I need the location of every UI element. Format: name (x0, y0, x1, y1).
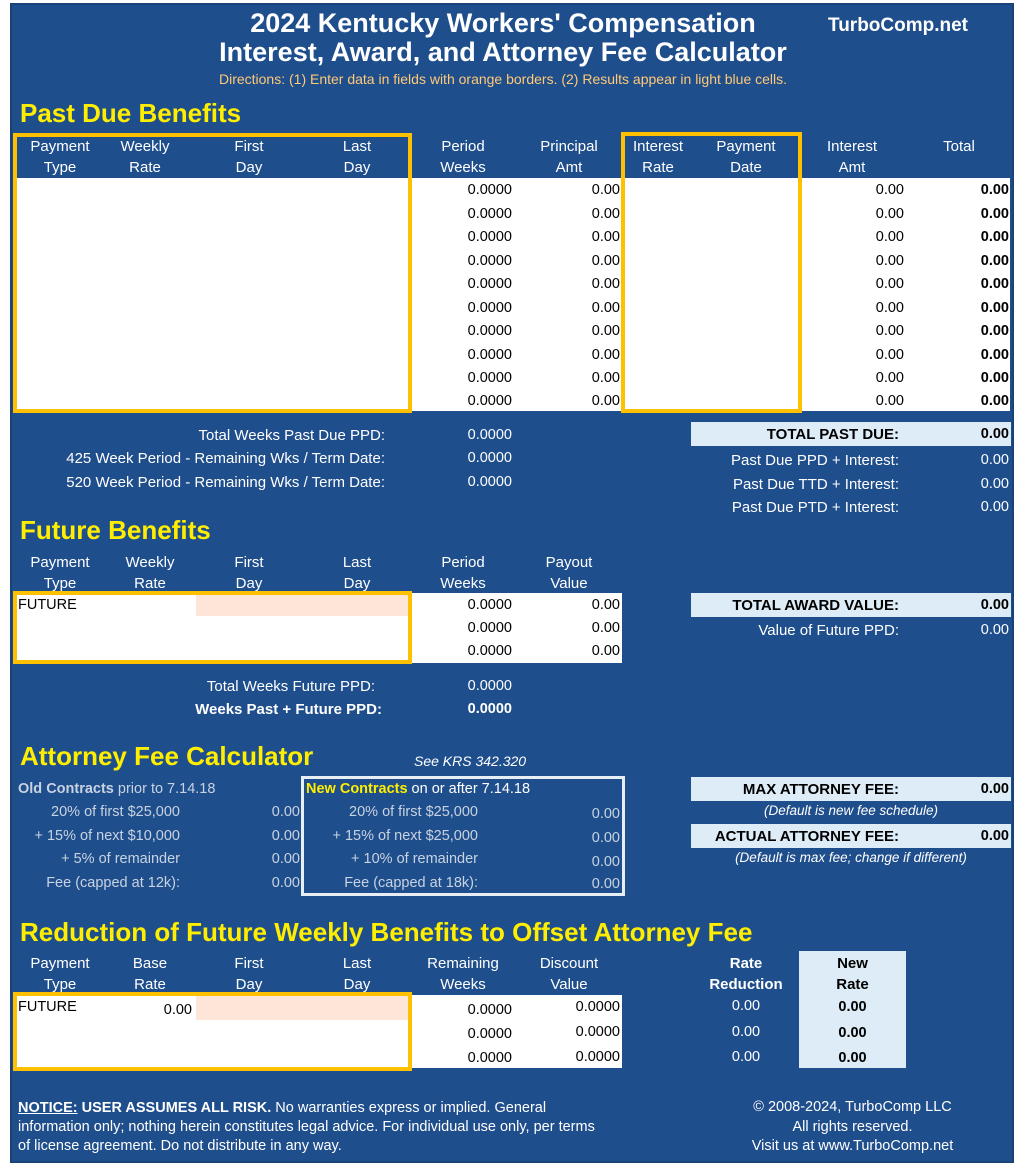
interest-amt-cell: 0.00 (875, 276, 904, 292)
breakdown-value: 0.00 (980, 452, 1009, 468)
column-header (95, 953, 205, 995)
title-line-2: Interest, Award, and Attorney Fee Calculator (219, 37, 787, 67)
total-award-value: 0.00 (980, 597, 1009, 613)
total-award-label: TOTAL AWARD VALUE: (732, 597, 899, 614)
old-fee-label: 20% of first $25,000 (51, 804, 180, 820)
notice-line-1: NOTICE: USER ASSUMES ALL RISK. No warranties express or implied. General (18, 1100, 547, 1116)
new-fee-value: 0.00 (591, 806, 620, 822)
column-header-line-2: Rate (134, 575, 166, 592)
column-header-line-2: Day (343, 575, 371, 592)
period-weeks-cell: 0.0000 (467, 206, 512, 222)
period-weeks-cell: 0.0000 (467, 253, 512, 269)
future-weeks-cell: 0.0000 (467, 643, 512, 659)
column-header (408, 953, 518, 995)
brand-name: TurboComp.net (828, 15, 969, 36)
total-weeks-future-value: 0.0000 (467, 678, 512, 694)
old-fee-label: Fee (capped at 12k): (46, 875, 180, 891)
total-cell: 0.00 (980, 347, 1009, 363)
interest-amt-cell: 0.00 (875, 347, 904, 363)
reduction-input-area[interactable] (13, 992, 412, 1071)
title-line-1: 2024 Kentucky Workers' Compensation (250, 8, 756, 38)
interest-amt-cell: 0.00 (875, 229, 904, 245)
principal-amt-cell: 0.00 (591, 182, 620, 198)
rate-reduction-cell: 0.00 (731, 1049, 761, 1065)
column-header-line-2: Type (43, 976, 77, 993)
new-fee-value: 0.00 (591, 854, 620, 870)
summary-value: 0.0000 (467, 427, 512, 443)
total-past-due-label: TOTAL PAST DUE: (766, 426, 899, 443)
rate-reduction-cell: 0.00 (731, 1024, 761, 1040)
new-fee-label: + 10% of remainder (351, 851, 478, 867)
column-header-line-2: Rate (134, 976, 166, 993)
column-header-line-1: Payment (716, 138, 776, 155)
principal-amt-cell: 0.00 (591, 300, 620, 316)
column-header-line-2: Amt (838, 159, 866, 176)
column-header-line-2: Amt (555, 159, 583, 176)
column-header-line-2: Date (730, 159, 762, 176)
period-weeks-cell: 0.0000 (467, 347, 512, 363)
payout-value-cell: 0.00 (591, 643, 620, 659)
breakdown-value: 0.00 (980, 476, 1009, 492)
total-cell: 0.00 (980, 300, 1009, 316)
interest-amt-cell: 0.00 (875, 300, 904, 316)
column-header-line-1: Payment (30, 138, 90, 155)
notice-line-2: information only; nothing herein constitutes legal advice. For individual use only, per terms (18, 1119, 595, 1135)
summary-label: 425 Week Period - Remaining Wks / Term Date: (66, 450, 385, 467)
principal-amt-cell: 0.00 (591, 276, 620, 292)
interest-amt-cell: 0.00 (875, 323, 904, 339)
max-fee-value: 0.00 (980, 781, 1009, 797)
discount-value-cell: 0.0000 (575, 1049, 620, 1065)
breakdown-label: Past Due TTD + Interest: (732, 476, 899, 493)
column-header-line-1: Period (441, 138, 485, 155)
old-fee-label: + 15% of next $10,000 (34, 828, 180, 844)
new-fee-label: Fee (capped at 18k): (344, 875, 478, 891)
period-weeks-cell: 0.0000 (467, 323, 512, 339)
column-header-line-2: Type (43, 575, 77, 592)
total-cell: 0.00 (980, 276, 1009, 292)
column-header-line-2: Weeks (440, 159, 486, 176)
remaining-weeks-cell: 0.0000 (467, 1026, 512, 1042)
new-rate-cell: 0.00 (838, 1050, 867, 1066)
column-header-line-1: First (234, 955, 264, 972)
column-header-line-2: Weeks (440, 976, 486, 993)
old-fee-value: 0.00 (271, 828, 300, 844)
old-contracts-title: Old Contracts prior to 7.14.18 (18, 781, 216, 797)
column-header-line-2: Value (550, 976, 588, 993)
column-header-line-1: Discount (539, 955, 599, 972)
column-header (302, 552, 412, 594)
total-cell: 0.00 (980, 253, 1009, 269)
column-header-line-2: Day (343, 159, 371, 176)
new-rate-cell: 0.00 (838, 999, 867, 1015)
old-fee-value: 0.00 (271, 875, 300, 891)
period-weeks-cell: 0.0000 (467, 300, 512, 316)
column-header-line-1: First (234, 554, 264, 571)
payout-value-cell: 0.00 (591, 620, 620, 636)
future-weeks-cell: 0.0000 (467, 620, 512, 636)
principal-amt-cell: 0.00 (591, 323, 620, 339)
summary-label: 520 Week Period - Remaining Wks / Term Date: (66, 474, 385, 491)
total-cell: 0.00 (980, 229, 1009, 245)
reduction-section-title: Reduction of Future Weekly Benefits to Offset Attorney Fee (20, 917, 753, 947)
remaining-weeks-cell: 0.0000 (467, 1050, 512, 1066)
rate-reduction-header: Rate Reduction (709, 955, 783, 993)
column-header-line-2: Day (235, 976, 263, 993)
summary-value: 0.0000 (467, 474, 512, 490)
krs-reference: See KRS 342.320 (414, 753, 527, 769)
new-fee-label: 20% of first $25,000 (349, 804, 478, 820)
column-header-line-1: Last (342, 955, 372, 972)
column-header-line-2: Day (343, 976, 371, 993)
principal-amt-cell: 0.00 (591, 229, 620, 245)
old-fee-value: 0.00 (271, 851, 300, 867)
column-header-line-2: Type (43, 159, 77, 176)
interest-input-area[interactable] (621, 132, 802, 413)
new-fee-value: 0.00 (591, 876, 620, 892)
principal-amt-cell: 0.00 (591, 253, 620, 269)
period-weeks-cell: 0.0000 (467, 276, 512, 292)
total-cell: 0.00 (980, 182, 1009, 198)
column-header-line-2: Rate (642, 159, 674, 176)
weeks-past-future-value: 0.0000 (467, 701, 512, 717)
notice-line-3: of license agreement. Do not distribute in any way. (18, 1138, 342, 1154)
breakdown-value: 0.00 (980, 499, 1009, 515)
column-header (797, 136, 907, 178)
column-header-line-1: Base (132, 955, 168, 972)
website-link[interactable]: Visit us at www.TurboComp.net (751, 1138, 954, 1154)
column-header-line-1: Payment (30, 554, 90, 571)
interest-amt-cell: 0.00 (875, 206, 904, 222)
future-row-type: FUTURE (18, 597, 77, 613)
future-weeks-cell: 0.0000 (467, 597, 512, 613)
column-header (194, 953, 304, 995)
directions: Directions: (1) Enter data in fields with orange borders. (2) Results appear in light blue cells. (218, 71, 788, 87)
rights-reserved: All rights reserved. (792, 1119, 913, 1135)
old-fee-value: 0.00 (271, 804, 300, 820)
value-future-value: 0.00 (980, 622, 1009, 638)
total-cell: 0.00 (980, 323, 1009, 339)
column-header-line-1: Period (441, 554, 485, 571)
reduction-base-rate: 0.00 (163, 1002, 192, 1018)
discount-value-cell: 0.0000 (575, 1024, 620, 1040)
period-weeks-cell: 0.0000 (467, 370, 512, 386)
weeks-past-future-label: Weeks Past + Future PPD: (195, 701, 382, 718)
column-header-line-1: Principal (540, 138, 598, 155)
actual-fee-label: ACTUAL ATTORNEY FEE: (714, 828, 899, 845)
interest-amt-cell: 0.00 (875, 393, 904, 409)
interest-amt-cell: 0.00 (875, 182, 904, 198)
total-cell: 0.00 (980, 393, 1009, 409)
period-weeks-cell: 0.0000 (467, 182, 512, 198)
old-fee-label: + 5% of remainder (61, 851, 180, 867)
principal-amt-cell: 0.00 (591, 393, 620, 409)
max-fee-note: (Default is new fee schedule) (763, 803, 939, 818)
column-header-line-1: Remaining (427, 955, 499, 972)
summary-value: 0.0000 (467, 450, 512, 466)
new-contracts-title: New Contracts on or after 7.14.18 (306, 781, 531, 797)
column-header-line-2: Day (235, 159, 263, 176)
total-weeks-future-label: Total Weeks Future PPD: (206, 678, 375, 695)
column-header (904, 136, 1014, 157)
breakdown-label: Past Due PPD + Interest: (731, 452, 899, 469)
new-rate-cell: 0.00 (838, 1025, 867, 1041)
rate-reduction-cell: 0.00 (731, 998, 761, 1014)
column-header-line-1: Payment (30, 955, 90, 972)
actual-fee-value[interactable]: 0.00 (980, 828, 1009, 844)
max-fee-label: MAX ATTORNEY FEE: (742, 781, 899, 798)
future-section-title: Future Benefits (20, 515, 211, 545)
future-input-area[interactable] (13, 591, 412, 664)
column-header (408, 136, 518, 178)
column-header (194, 552, 304, 594)
past-due-section-title: Past Due Benefits (20, 98, 242, 128)
breakdown-label: Past Due PTD + Interest: (731, 499, 899, 516)
principal-amt-cell: 0.00 (591, 370, 620, 386)
payout-value-cell: 0.00 (591, 597, 620, 613)
column-header (408, 552, 518, 594)
copyright: © 2008-2024, TurboComp LLC (753, 1099, 952, 1115)
value-future-label: Value of Future PPD: (758, 622, 899, 639)
column-header (302, 953, 412, 995)
total-past-due-value: 0.00 (980, 426, 1009, 442)
column-header-line-1: Weekly (120, 138, 170, 155)
summary-label: Total Weeks Past Due PPD: (198, 427, 385, 444)
principal-amt-cell: 0.00 (591, 347, 620, 363)
interest-amt-cell: 0.00 (875, 253, 904, 269)
column-header-line-1: Weekly (125, 554, 175, 571)
column-header (514, 953, 624, 995)
principal-amt-cell: 0.00 (591, 206, 620, 222)
column-header-line-1: Interest (826, 138, 878, 155)
attorney-section-title: Attorney Fee Calculator (20, 741, 314, 771)
new-fee-label: + 15% of next $25,000 (332, 828, 478, 844)
column-header-line-2: Day (235, 575, 263, 592)
column-header-line-2: Total (943, 138, 975, 155)
remaining-weeks-cell: 0.0000 (467, 1002, 512, 1018)
column-header-line-2: Rate (129, 159, 161, 176)
total-cell: 0.00 (980, 370, 1009, 386)
new-fee-value: 0.00 (591, 830, 620, 846)
past-due-input-area[interactable] (13, 133, 412, 413)
discount-value-cell: 0.0000 (575, 999, 620, 1015)
new-rate-header: New Rate (836, 955, 869, 993)
column-header-line-1: Interest (632, 138, 684, 155)
reduction-row-type: FUTURE (18, 999, 77, 1015)
total-cell: 0.00 (980, 206, 1009, 222)
column-header-line-1: First (234, 138, 264, 155)
period-weeks-cell: 0.0000 (467, 393, 512, 409)
column-header-line-1: Last (342, 554, 372, 571)
interest-amt-cell: 0.00 (875, 370, 904, 386)
column-header-line-1: Last (342, 138, 372, 155)
column-header-line-1: Payout (545, 554, 593, 571)
column-header-line-2: Value (550, 575, 588, 592)
column-header (514, 552, 624, 594)
column-header-line-2: Weeks (440, 575, 486, 592)
column-header (95, 552, 205, 594)
period-weeks-cell: 0.0000 (467, 229, 512, 245)
actual-fee-note: (Default is max fee; change if different) (735, 850, 967, 865)
